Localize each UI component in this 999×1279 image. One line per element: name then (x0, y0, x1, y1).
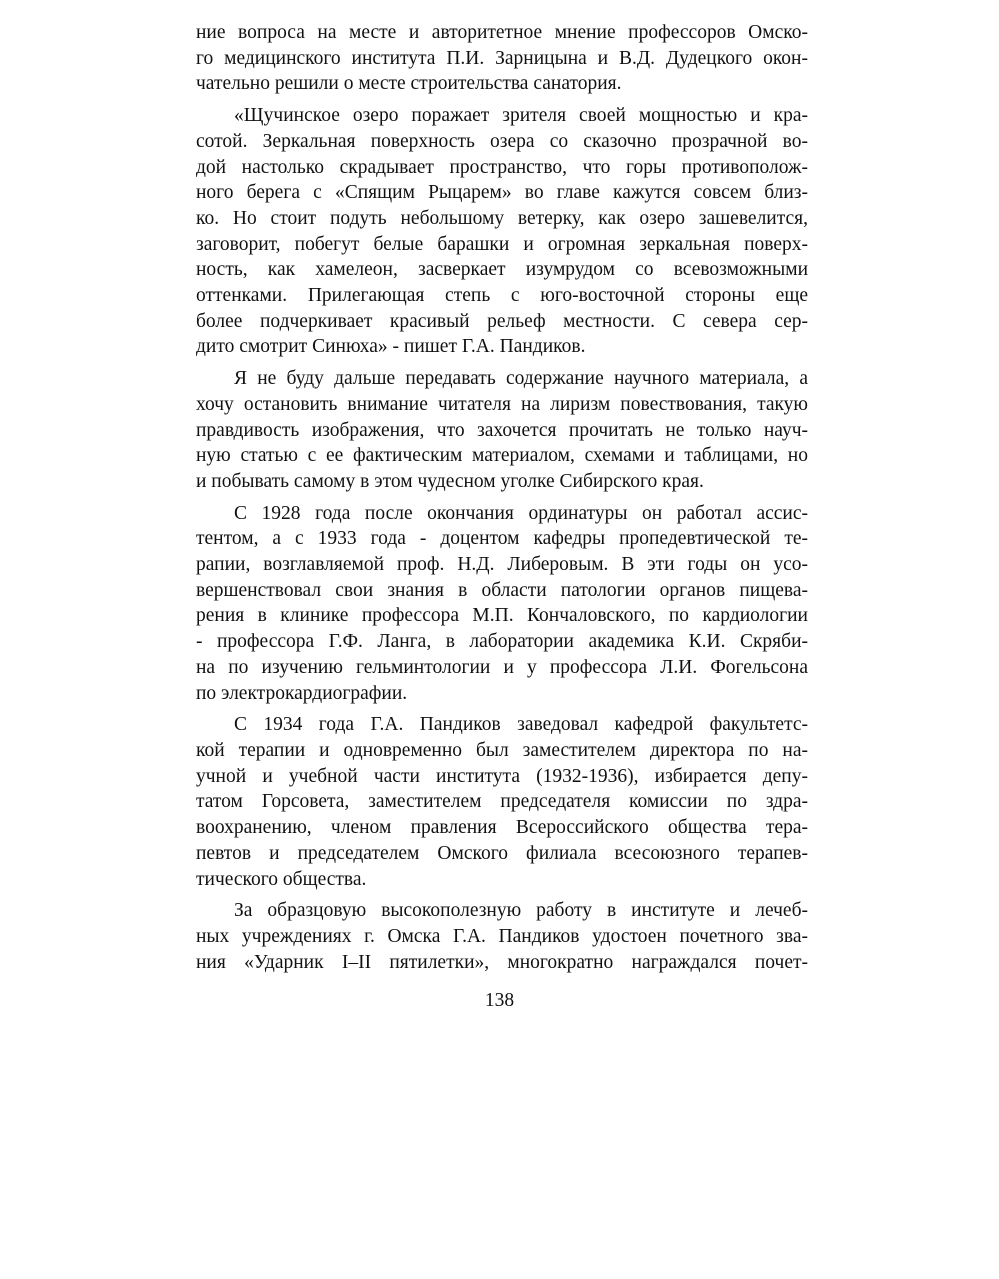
text-line: правдивость изображения, что захочется прочитать не только науч- (196, 419, 808, 441)
text-line: За образцовую высокополезную работу в институте и лечеб- (234, 900, 808, 922)
text-line: и побывать самому в этом чудесном уголке Сибирского края. (196, 470, 704, 492)
text-line: Я не буду дальше передавать содержание научного материала, а (234, 368, 808, 390)
text-line: ную статью с ее фактическим материалом, схемами и таблицами, но (196, 445, 808, 467)
text-line: тентом, а с 1933 года - доцентом кафедры пропедевтической те- (196, 528, 808, 550)
paragraph (196, 712, 808, 892)
paragraph (196, 103, 808, 360)
text-line: хочу остановить внимание читателя на лиризм повествования, такую (196, 393, 808, 415)
text-line: - профессора Г.Ф. Ланга, в лаборатории академика К.И. Скряби- (196, 631, 808, 653)
text-line: на по изучению гельминтологии и у профессора Л.И. Фогельсона (196, 656, 808, 678)
text-line: более подчеркивает красивый рельеф местности. С севера сер- (196, 310, 808, 332)
text-line: татом Горсовета, заместителем председателя комиссии по здра- (196, 791, 808, 813)
text-line: по электрокардиографии. (196, 682, 408, 704)
paragraph (196, 20, 808, 97)
text-line: ного берега с «Спящим Рыцарем» во главе кажутся совсем близ- (196, 182, 808, 204)
text-line: заговорит, побегут белые барашки и огромная зеркальная поверх- (196, 233, 808, 255)
text-line: сотой. Зеркальная поверхность озера со сказочно прозрачной во- (196, 130, 808, 152)
paragraph (196, 501, 808, 707)
text-line: ния «Ударник I–II пятилетки», многократно награждался почет- (196, 951, 808, 973)
text-line: чательно решили о месте строительства санатория. (196, 73, 622, 95)
text-line: кой терапии и одновременно был заместителем директора по на- (196, 739, 808, 761)
page-body (196, 20, 808, 981)
text-line: го медицинского института П.И. Зарницына и В.Д. Дудецкого окон- (196, 47, 808, 69)
text-line: певтов и председателем Омского филиала всесоюзного терапев- (196, 842, 808, 864)
text-line: С 1928 года после окончания ординатуры он работал ассис- (234, 502, 808, 524)
text-line: воохранению, членом правления Всероссийского общества тера- (196, 817, 808, 839)
text-line: ных учреждениях г. Омска Г.А. Пандиков удостоен почетного зва- (196, 925, 808, 947)
text-line: С 1934 года Г.А. Пандиков заведовал кафедрой факультетс- (234, 714, 808, 736)
text-line: дито смотрит Синюха» - пишет Г.А. Пандиков. (196, 336, 586, 358)
paragraph (196, 366, 808, 495)
text-line: рапии, возглавляемой проф. Н.Д. Либеровым. В эти годы он усо- (196, 554, 808, 576)
paragraph (196, 898, 808, 975)
text-line: рения в клинике профессора М.П. Кончаловского, по кардиологии (196, 605, 808, 627)
text-line: учной и учебной части института (1932-1936), избирается депу- (196, 765, 808, 787)
text-line: тического общества. (196, 868, 367, 890)
text-line: вершенствовал свои знания в области патологии органов пищева- (196, 579, 808, 601)
text-line: ние вопроса на месте и авторитетное мнение профессоров Омско- (196, 22, 808, 43)
text-line: «Щучинское озеро поражает зрителя своей мощностью и кра- (234, 105, 808, 127)
text-line: дой настолько скрадывает пространство, что горы противополож- (196, 156, 808, 178)
text-line: ко. Но стоит подуть небольшому ветерку, как озеро зашевелится, (196, 207, 808, 229)
page-number: 138 (484, 990, 515, 1011)
text-line: ность, как хамелеон, засверкает изумрудом со всевозможными (196, 259, 808, 281)
text-line: оттенками. Прилегающая степь с юго-восточной стороны еще (196, 285, 808, 307)
